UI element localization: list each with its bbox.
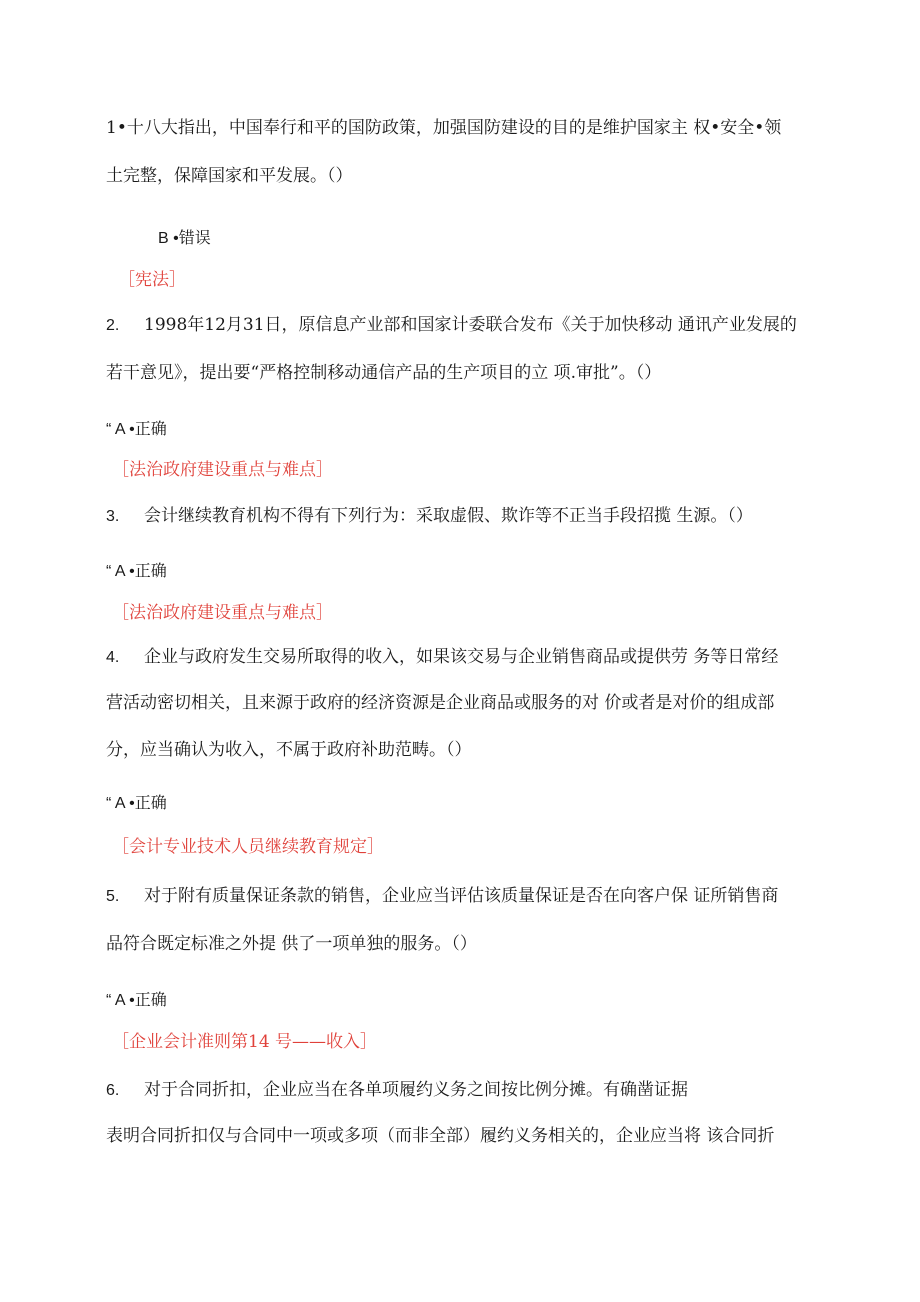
question-4-text-1: 企业与政府发生交易所取得的收入，如果该交易与企业销售商品或提供劳 务等日常经 [144,647,779,667]
question-5-line-1 [106,884,778,909]
question-5-number: 5. [106,888,120,905]
question-6-line-1 [106,1078,688,1103]
question-1-line-1: 1•十八大指出，中国奉行和平的国防政策，加强国防建设的目的是维护国家主 权•安全•领 [106,118,782,138]
question-1-answer: B •错误 [158,230,211,247]
question-3-line-1 [106,504,753,529]
question-1-category: ［宪法］ [118,270,186,290]
question-5-line-2: 品符合既定标准之外提 供了一项单独的服务。（） [106,934,477,954]
question-2-category: ［法治政府建设重点与难点］ [112,460,333,480]
question-5-category: ［企业会计准则第14 号——收入］ [112,1032,378,1052]
question-3-number: 3. [106,508,120,525]
question-4-answer: “ A •正确 [106,795,167,812]
question-4-line-3: 分，应当确认为收入，不属于政府补助范畴。（） [106,740,472,760]
question-6-text-1: 对于合同折扣，企业应当在各单项履约义务之间按比例分摊。有确凿证据 [144,1080,688,1100]
question-2-line-2: 若干意见》，提出要“严格控制移动通信产品的生产项目的立 项.审批”。（） [106,363,662,383]
question-3-category: ［法治政府建设重点与难点］ [112,603,333,623]
question-4-category: ［会计专业技术人员继续教育规定］ [112,837,384,857]
question-6-line-2: 表明合同折扣仅与合同中一项或多项（而非全部）履约义务相关的，企业应当将 该合同折 [106,1126,775,1146]
question-2-text-1: 1998年12月31日，原信息产业部和国家计委联合发布《关于加快移动 通讯产业发展的 [144,315,797,335]
question-4-line-1 [106,645,778,670]
question-6-number: 6. [106,1082,120,1099]
question-3-text-1: 会计继续教育机构不得有下列行为：采取虚假、欺诈等不正当手段招揽 生源。（） [144,506,753,526]
question-3-answer: “ A •正确 [106,563,167,580]
question-1-line-2: 土完整，保障国家和平发展。（） [106,166,353,186]
question-5-answer: “ A •正确 [106,992,167,1009]
question-2-number: 2. [106,317,120,334]
question-4-number: 4. [106,649,120,666]
question-4-line-2: 营活动密切相关，且来源于政府的经济资源是企业商品或服务的对 价或者是对价的组成部 [106,693,775,713]
question-5-text-1: 对于附有质量保证条款的销售，企业应当评估该质量保证是否在向客户保 证所销售商 [144,886,779,906]
question-2-answer: “ A •正确 [106,421,167,438]
question-2-line-1 [106,313,797,338]
